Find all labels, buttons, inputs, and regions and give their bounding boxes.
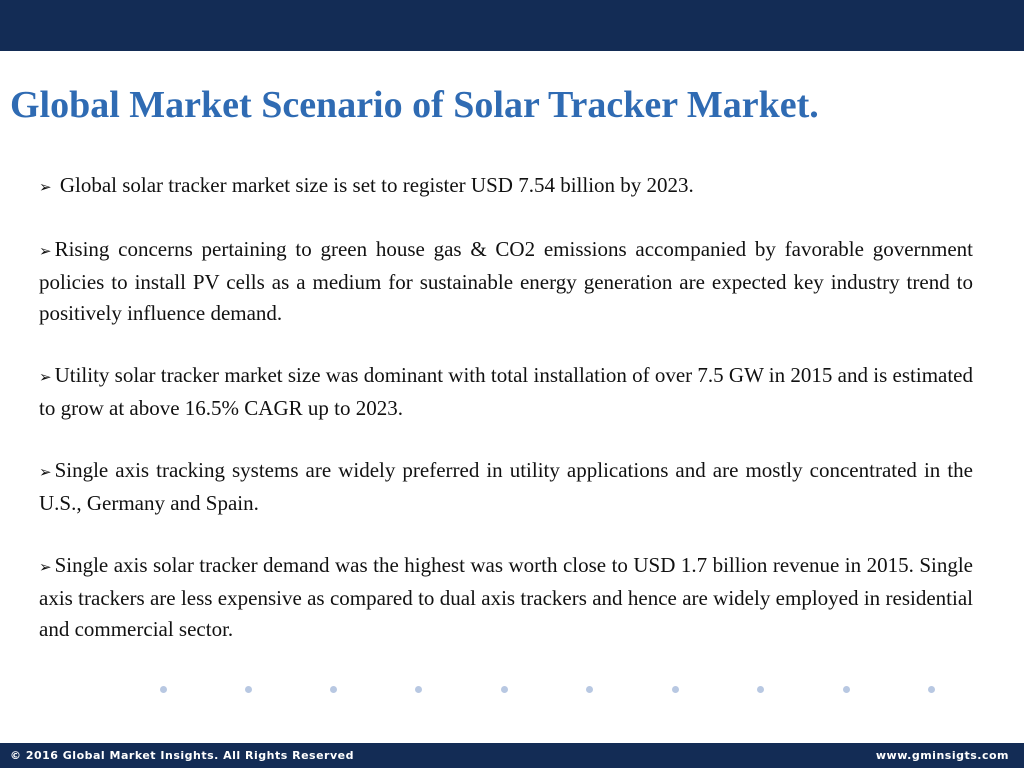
bullet-item: [39, 234, 973, 329]
website-link[interactable]: www.gminsigts.com: [875, 749, 1009, 762]
dot-icon: [245, 686, 252, 693]
dot-icon: [330, 686, 337, 693]
dot-icon: [843, 686, 850, 693]
arrow-bullet-icon: ➢: [39, 242, 52, 260]
dot-icon: [501, 686, 508, 693]
bullet-text: Utility solar tracker market size was dominant with total installation of over 7.5 GW in 2015 and is estimated to grow at above 16.5% CAGR up to 2023.: [39, 363, 973, 420]
bullet-item: [39, 360, 973, 424]
bullet-text: Global solar tracker market size is set to register USD 7.54 billion by 2023.: [54, 173, 694, 197]
dot-icon: [757, 686, 764, 693]
bullet-text: Single axis solar tracker demand was the highest was worth close to USD 1.7 billion revenue in 2015. Single axis trackers are less expensive as compared to dual axis trackers and hence are widely employed in residential and commercial sector.: [39, 553, 973, 641]
bullet-list: [39, 170, 973, 676]
arrow-bullet-icon: ➢: [39, 178, 52, 196]
dot-icon: [672, 686, 679, 693]
header-bar: [0, 0, 1024, 51]
bullet-item: [39, 455, 973, 519]
bullet-text: Single axis tracking systems are widely preferred in utility applications and are mostly concentrated in the U.S., Germany and Spain.: [39, 458, 973, 515]
dot-icon: [928, 686, 935, 693]
dot-icon: [160, 686, 167, 693]
arrow-bullet-icon: ➢: [39, 558, 52, 576]
dot-icon: [586, 686, 593, 693]
bullet-text: Rising concerns pertaining to green house gas & CO2 emissions accompanied by favorable government policies to install PV cells as a medium for sustainable energy generation are expected key industry trend to positively influence demand.: [39, 237, 973, 325]
decorative-dot-row: [0, 686, 1024, 700]
copyright-text: © 2016 Global Market Insights. All Rights Reserved: [10, 749, 354, 762]
bullet-item: [39, 170, 973, 203]
slide-title: Global Market Scenario of Solar Tracker Market.: [10, 84, 819, 126]
arrow-bullet-icon: ➢: [39, 368, 52, 386]
footer-bar: [0, 743, 1024, 768]
dot-icon: [415, 686, 422, 693]
bullet-item: [39, 550, 973, 645]
arrow-bullet-icon: ➢: [39, 463, 52, 481]
